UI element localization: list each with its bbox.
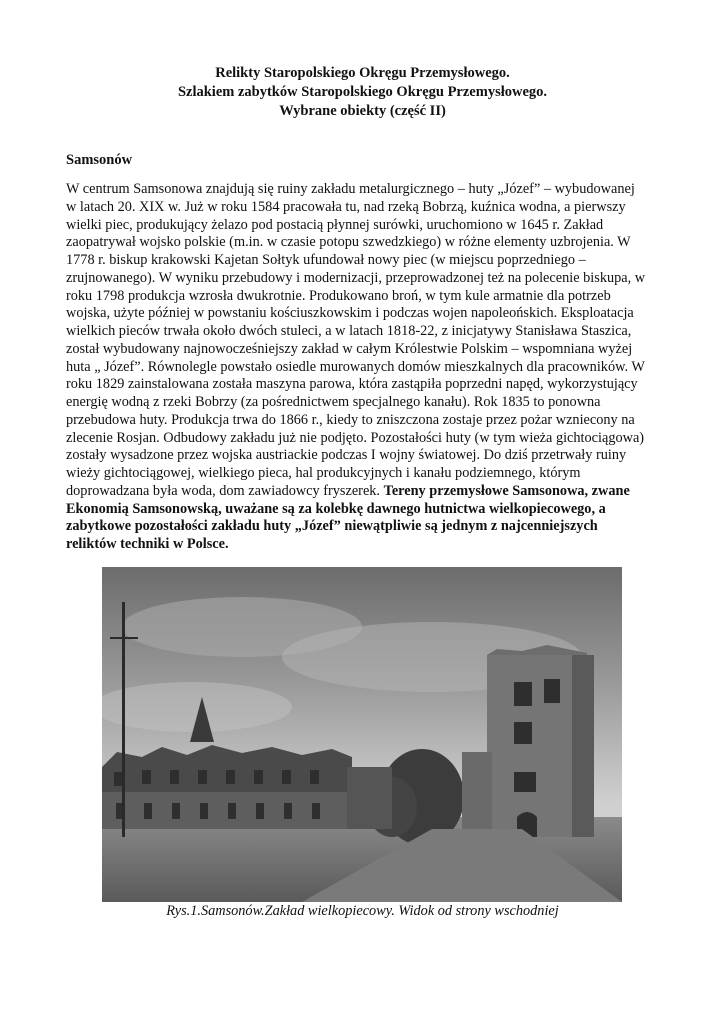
historical-photo-blast-furnace (102, 567, 622, 902)
document-title (0, 64, 725, 121)
paragraph-plain-text: doprowadzana była woda, dom zawiadowcy fryszerek. (66, 482, 384, 499)
paragraph-line: energię wodną z rzeki Bobrzy (za pośrednictwem specjalnego kanału). Rok 1835 to ponowna (66, 394, 601, 410)
paragraph-line: zostały wysadzone przez wojska austriackie podczas I wojny światowej. Do dziś przetrwały ruiny (66, 447, 627, 464)
paragraph-line: wieży gichtociągowej, wielkiego pieca, hal produkcyjnych i kanału podziemnego, którym (66, 465, 581, 481)
body-paragraph (66, 181, 666, 554)
photo-caption: Rys.1.Samsonów.Zakład wielkopiecowy. Widok od strony wschodniej (166, 903, 559, 919)
paragraph-line: w latach 20. XIX w. Już w roku 1584 pracowała tu, nad rzeką Bobrzą, kuźnica wodna, a pierwszy (66, 198, 626, 215)
paragraph-line: zlecenie Rosjan. Odbudowy zakładu już nie podjęto. Pozostałości huty (w tym wieża gichtociągowa) (66, 429, 645, 446)
paragraph-line: został wybudowany najnowocześniejszy zakład w całym Królestwie Polskim – wspomniana wyżej (66, 340, 633, 357)
paragraph-line: wielki piec, produkujący żelazo pod postacią płynnej surówki, uruchomiono w 1645 r. Zakład (66, 216, 604, 233)
paragraph-line: roku 1829 zainstalowana została maszyna parowa, która zastąpiła poprzedni napęd, wykorzystujący (66, 376, 638, 393)
title-line-3: Wybrane obiekty (część II) (279, 103, 446, 119)
bold-text: reliktów techniki w Polsce. (66, 536, 229, 552)
paragraph-line: roku 1798 produkcja wzrosła dwukrotnie. Produkowano broń, w tym kule armatnie dla potrzeb (66, 287, 611, 304)
paragraph-line: 1778 r. biskup krakowski Kajetan Sołtyk ufundował nowy piec (w miejscu poprzedniego – (66, 252, 586, 268)
paragraph-bold-line (66, 501, 666, 519)
paragraph-line: W centrum Samsonowa znajdują się ruiny zakładu metalurgicznego – huty „Józef” – wybudowanej (66, 181, 635, 197)
bold-text: zabytkowe pozostałości zakładu huty „Józef” niewątpliwie są jednym z najcenniejszych (66, 518, 598, 535)
paragraph-bold-line (66, 518, 666, 536)
paragraph-line: zrujnowanego). W wyniku przebudowy i modernizacji, przeprowadzonej też na polecenie biskupa, w (66, 269, 646, 286)
title-line-2: Szlakiem zabytków Staropolskiego Okręgu Przemysłowego. (177, 84, 548, 100)
paragraph-bold-text: Tereny przemysłowe Samsonowa, zwane (383, 482, 630, 499)
paragraph-bold-line (66, 536, 666, 554)
paragraph-line-mixed (66, 483, 666, 501)
paragraph-line: przebudowa huty. Produkcja trwa do 1866 r., kiedy to zniszczona zostaje przez pożar wzniecony na (66, 411, 635, 428)
section-heading: Samsonów (66, 152, 133, 168)
bold-text: Ekonomią Samsonowską, uważane są za kolebkę dawnego hutnictwa wielkopiecowego, a (66, 500, 606, 517)
title-line-1: Relikty Staropolskiego Okręgu Przemysłowego. (215, 65, 510, 81)
paragraph-line: wojska, użyte później w powstaniu kościuszkowskim i podczas wojen napoleońskich. Eksploatacja (66, 305, 634, 322)
paragraph-line: wielkich pieców trwała około dwóch stuleci, a w latach 1818-22, z inicjatywy Stanisława Staszica, (66, 323, 632, 339)
paragraph-line: huta „ Józef”. Równolegle powstało osiedle murowanych domów mieszkalnych dla pracowników. W (66, 358, 645, 375)
paragraph-line: zaopatrywał wojsko polskie (m.in. w czasie potopu szwedzkiego) w różne elementy uzbrojenia. W (66, 234, 631, 251)
